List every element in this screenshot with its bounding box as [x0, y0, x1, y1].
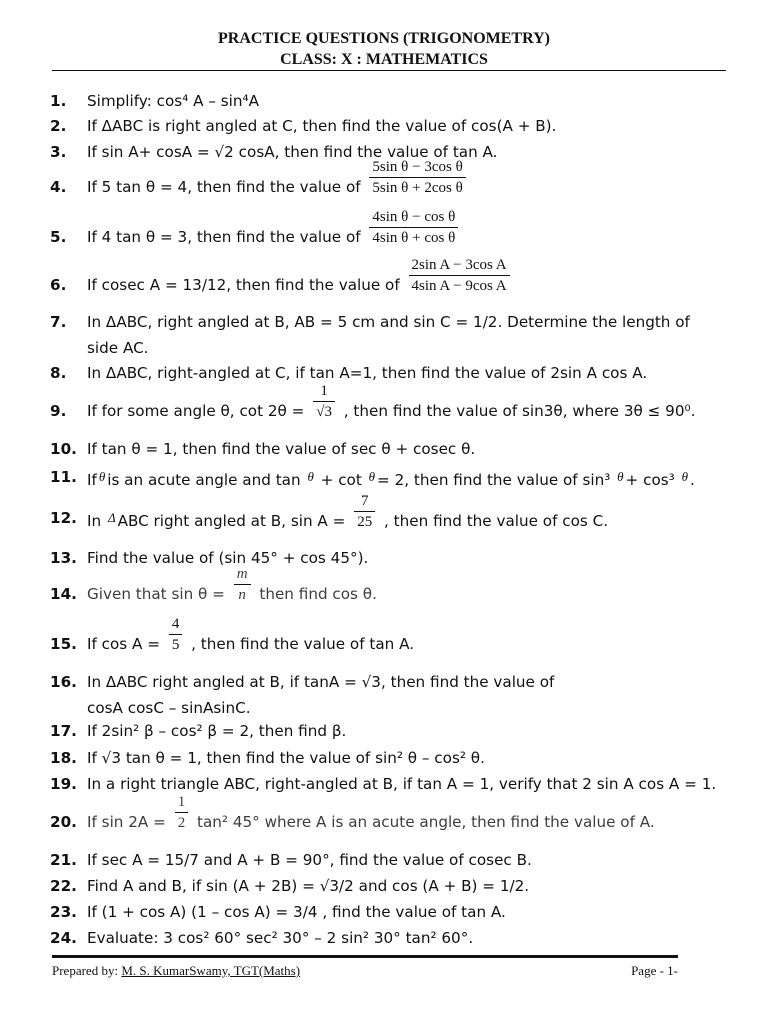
- question-text-continued: side AC.: [87, 339, 149, 357]
- question-text: ABC right angled at B, sin A =: [117, 512, 346, 530]
- question-text: If cos A =: [87, 635, 160, 653]
- document-header: [0, 28, 768, 70]
- theta-symbol: θ: [368, 469, 376, 484]
- fraction: [169, 614, 183, 655]
- question-text-continued: cosA cosC – sinAsinC.: [87, 699, 251, 717]
- fraction: [409, 255, 510, 296]
- fraction: [313, 381, 335, 422]
- prepared-by-label: Prepared by:: [52, 963, 119, 978]
- theta-symbol: θ: [617, 469, 624, 484]
- question-text-after: , then find the value of tan A.: [191, 635, 415, 653]
- question-text: In ΔABC, right angled at B, AB = 5 cm and sin C = 1/2. Determine the length of: [87, 313, 690, 331]
- fraction-denominator: 4sin θ + cos θ: [372, 230, 456, 246]
- fraction: [369, 207, 458, 248]
- fraction: [234, 564, 251, 605]
- fraction-numerator: 1: [175, 792, 189, 813]
- question-text: If (1 + cos A) (1 – cos A) = 3/4 , find the value of tan A.: [87, 903, 506, 921]
- document-title: PRACTICE QUESTIONS (TRIGONOMETRY): [218, 30, 550, 47]
- question-text: If 2sin² β – cos² β = 2, then find β.: [87, 722, 347, 740]
- question-text: Simplify: cos⁴ A – sin⁴A: [87, 92, 259, 110]
- question-text: Find the value of (sin 45° + cos 45°).: [87, 549, 369, 567]
- question-text: Evaluate: 3 cos² 60° sec² 30° – 2 sin² 30° tan² 60°.: [87, 929, 474, 947]
- question-text: If √3 tan θ = 1, then find the value of sin² θ – cos² θ.: [87, 749, 485, 767]
- theta-symbol: θ: [681, 469, 688, 484]
- theta-symbol: θ: [98, 469, 106, 484]
- fraction-numerator: 4sin θ − cos θ: [369, 207, 458, 228]
- author-name: M. S. KumarSwamy, TGT(Maths): [121, 963, 301, 978]
- question-text: In a right triangle ABC, right-angled at B, if tan A = 1, verify that 2 sin A cos A = 1.: [87, 775, 717, 793]
- question-text-after: , then find the value of sin3θ, where 3θ ≤ 90⁰.: [343, 402, 696, 420]
- question-text: If sin A+ cosA = √2 cosA, then find the value of tan A.: [87, 143, 498, 161]
- fraction-denominator: n: [238, 587, 246, 603]
- question-text: If tan θ = 1, then find the value of sec θ + cosec θ.: [87, 440, 476, 458]
- fraction-numerator: 5sin θ − 3cos θ: [369, 157, 465, 178]
- triangle-symbol: Δ: [107, 510, 116, 525]
- fraction-denominator: 2: [177, 815, 186, 831]
- fraction-denominator: 4sin A − 9cos A: [411, 278, 507, 294]
- document-page: PRACTICE QUESTIONS (TRIGONOMETRY) CLASS: X : MATHEMATICS 1. Simplify: cos⁴ A – sin⁴A 2. If ΔABC is right angled at C, then find the value of cos(A + B). 3. If sin A+ cosA = √2 cosA, then find the value of tan A. 4. If 5 tan θ = 4, then find the value of $\frac{\text{5sin θ − 3cos θ}}{\text{5sin θ + 2cos θ}}$ 5. If 4 tan θ = 3, then find the value of $\frac{\text{4sin θ − cos θ}}{\text{4sin θ + cos θ}}$ 6. If cosec A = 13/12, then find the value of $\frac{\text{2sin A − 3cos A}}{\text{4sin A − 9cos A}}$ 7. In ΔABC, right angled at B, AB = 5 cm and sin C = 1/2. Determine the length of side AC. 8. In ΔABC, right-angled at C, if tan A=1, then find the value of 2sin A cos A. 9. If for some angle θ, cot 2θ = $\frac{1}{√3}$ , then find the value of sin3θ, where 3θ ≤ 90⁰. 10. If tan θ = 1, then find the value of sec θ + cosec θ. 11. If θ is an acute angle and tan θ + cot θ = 2, then find the value of sin³ θ + cos³ θ . 12. In Δ ABC right angled at B, sin A = $\frac{7}{25}$ , then find the value of cos C. 13. Find the value of (sin 45° + cos 45°). 14. Given that sin θ = $\frac{m}{n}$ then find cos θ. 15. If cos A = $\frac{4}{5}$ , then find the value of tan A. 16. In ΔABC right angled at B, if tanA = √3, then find the value of cosA cosC – sinAsinC. 17. If 2sin² β – cos² β = 2, then find β. 18. If √3 tan θ = 1, then find the value of sin² θ – cos² θ. 19. In a right triangle ABC, right-angled at B, if tan A = 1, verify that 2 sin A cos A = 1. 20. If sin 2A = $\frac{1}{2}$ tan² 45° where A is an acute angle, then find the value of A. 21. If sec A = 15/7 and A + B = 90°, find the value of cosec B. 22. Find A and B, if sin (A + 2B) = √3/2 and cos (A + B) = 1/2. 23. If (1 + cos A) (1 – cos A) = 3/4 , find the value of tan A. 24. Evaluate: 3 cos² 60° sec² 30° – 2 sin² 30° tan² 60°. Prepared by: M. S. KumarSwamy, TGT(Maths) Page - 1-: [0, 0, 768, 1024]
- question-text: If ΔABC is right angled at C, then find the value of cos(A + B).: [87, 117, 557, 135]
- question-text-after: then find cos θ.: [259, 585, 377, 603]
- fraction: [369, 157, 465, 198]
- fraction-numerator: 2sin A − 3cos A: [409, 255, 510, 276]
- question-text-after: , then find the value of cos C.: [384, 512, 609, 530]
- document-subtitle: CLASS: X : MATHEMATICS: [280, 51, 488, 68]
- question-text: If sin 2A =: [87, 813, 166, 831]
- fraction: [175, 792, 189, 833]
- fraction-numerator: m: [234, 564, 251, 585]
- question-text: Given that sin θ =: [87, 585, 225, 603]
- page-number: Page - 1-: [631, 963, 678, 978]
- theta-symbol: θ: [307, 469, 314, 484]
- fraction-denominator: 5: [171, 637, 180, 653]
- question-text: If sec A = 15/7 and A + B = 90°, find the value of cosec B.: [87, 851, 532, 869]
- question-text: If cosec A = 13/12, then find the value of: [87, 276, 400, 294]
- question-text: If 5 tan θ = 4, then find the value of: [87, 178, 361, 196]
- fraction-numerator: 7: [354, 491, 375, 512]
- question-text: If for some angle θ, cot 2θ =: [87, 402, 305, 420]
- fraction-numerator: 4: [169, 614, 183, 635]
- fraction-numerator: 1: [313, 381, 335, 402]
- header-divider: [52, 70, 726, 71]
- question-text: In ΔABC right angled at B, if tanA = √3, then find the value of: [87, 673, 555, 691]
- question-text: If 4 tan θ = 3, then find the value of: [87, 228, 361, 246]
- footer-divider: [52, 955, 678, 958]
- fraction-denominator: 5sin θ + 2cos θ: [372, 180, 463, 196]
- question-text: Find A and B, if sin (A + 2B) = √3/2 and cos (A + B) = 1/2.: [87, 877, 530, 895]
- question-text: In ΔABC, right-angled at C, if tan A=1, then find the value of 2sin A cos A.: [87, 364, 648, 382]
- fraction: [354, 491, 375, 532]
- fraction-denominator: 25: [357, 514, 373, 530]
- fraction-denominator: √3: [316, 404, 332, 420]
- question-text-after: tan² 45° where A is an acute angle, then find the value of A.: [197, 813, 655, 831]
